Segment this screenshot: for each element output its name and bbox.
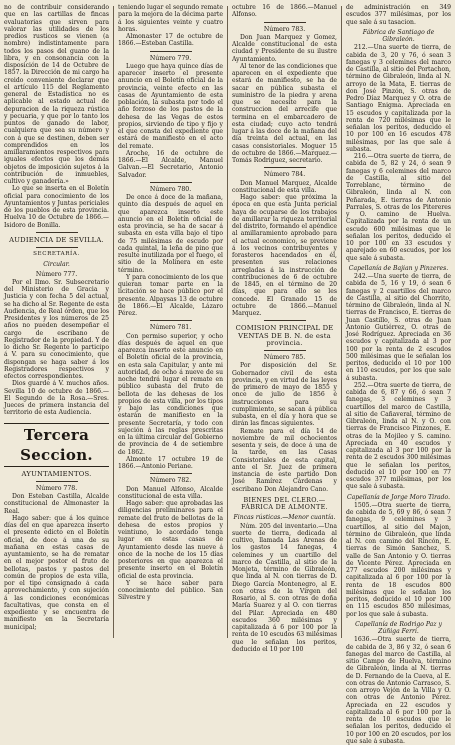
paragraph: Hago saber: que á los quince días del en que aparezca inserto el presente edicto en el Boletín oficial, de doce á una de su mañana en estas casas de ayuntamiento, se ha de rematar en el mejor postor el fruto de bellotas, pastos y pastos del común de propios de esta villa, por el tipo consignado á cada aprovechamiento, y con sujeción á las condiciones económicas facultativas, que consta en el expediente y se encuentra de manifiesto en la Secretaría municipal;: [4, 514, 109, 631]
paragraph: Por el Ilmo. Sr. Subsecretario del Ministerio de Gracia y Justicia y con fecha 5 del actual, se ha dicho al Sr. Regente de esta Audiencia, de Real órden, que los Presidentes y los números de 25 años no pueden desempeñar el cargo de escribano de Registrador de la propiedad. Y de lo dicho Sr. Regente lo participo á V. para su conocimiento, que dispongan se haga saber á los Registradores respectivos y efectos correspondientes.: [4, 278, 109, 380]
notice-number: Número 779.: [149, 54, 192, 62]
signature: Almonaster 17 de octubre de 1866.—Esteban Castilla.: [118, 33, 223, 48]
divider: [264, 167, 306, 168]
divider: [264, 350, 306, 351]
paragraph: Dios guarde á V. muchos años. Sevilla 10 de octubre de 1866.—El Segundo de la Rosa.—Sres. Jueces de primera instancia del territorio de esta Audiencia.: [4, 380, 109, 417]
subheading: Capellanía de Bajian y Pinzeres.: [348, 264, 449, 272]
subheading: SECRETARÍA.: [33, 251, 80, 257]
column-1: [4, 4, 109, 640]
section-heading: AUDIENCIA DE SEVILLA.: [9, 235, 104, 244]
paragraph: 212.—Una suerte de tierra, de cabida de 3, 20 y 76, ó sean 3 fanegas y 3 celemines del marco de Castilla, al sitio del Portachon, término de Gibraleón, linda al N. arroyo de la Mata, E. tierras de don José Pinzón, S. otras de Pedro Díaz Marquez y O. otra de Santiago Enigma. Apreciada en 15 escudos y capitalizada por la renta de 720 milésimas que le señalan los peritos, deducido el 10 por 100 en 16 escudos 478 milésimas, por las que sale á subasta.: [346, 44, 451, 153]
divider: [150, 473, 192, 474]
paragraph: Por disposición del Sr. Gobernador civil de esta provincia, y en virtud de las leyes de primero de mayo de 1855 y once de julio de 1856 é instrucciones para su cumplimiento, se sacan á pública subasta, en el día y hora que se dirán las fincas siguientes.: [232, 362, 337, 428]
section-title: Tercera Seccion.: [4, 423, 109, 467]
paragraph: Don Manuel Alfonso, Alcalde constitucional de esta villa.: [118, 485, 223, 500]
paragraph: octubre 16 de 1866.—Manuel Alfonso.: [232, 4, 337, 19]
paragraph: teniendo lugar el segundo remate para la mejora de la décima parte á los siguientes veinte y cuatro horas.: [118, 4, 223, 33]
notice-number: Número 780.: [149, 185, 192, 193]
paragraph: Y se hace saber para conocimiento del público. San Silvestre y: [118, 579, 223, 602]
section-heading: COMISION PRINCIPAL DE VENTAS DE B. N. de esta provincia.: [235, 324, 334, 347]
paragraph: Remate para el día 14 de noviembre de mil ochocientos sesenta y seis, de doce á una de la tarde, en las Casas Consistoriales de esta capital, ante el Sr. Juez de primera instancia de este partido Don José Ramírez Cárdenas y escribano Don Alejandro Cano.: [232, 427, 337, 493]
column-divider: [227, 6, 228, 638]
paragraph: Lo que se inserta en el Boletín oficial para conocimiento de los Ayuntamientos y Juntas periciales de los pueblos de esta provincia. Huelva 10 de Octubre de 1866.—Isidoro de Bonilla.: [4, 185, 109, 229]
paragraph: Don Esteban Castilla, Alcalde constitucional de Almonaster la Real.: [4, 493, 109, 515]
paragraph: Con permiso superior, y ocho días después de aquel en que aparezca inserto este anuncio en el Boletín oficial de la provincia, en esta sala Capitular, y ante mi autoridad, de ocho á nueve de su noche tendrá lugar el remate en público subasta del fruto de bellota de las dehesas de los propios de esta villa, por los tipos y bajo las condiciones que estarán de manifiesto en la presente Secretaría, y todo con sujeción á las reglas prescritas en la última circular del Gobierno de provincia de 4 de setiembre de 1862.: [118, 332, 223, 456]
paragraph: De once á doce de la mañana, quinto día después de aquel en que aparezca inserto este anuncio en el Boletín oficial de esta provincia, se ha de sacar á subasta en esta villa bajo el tipo de 75 milésimas de escudo por cada quintal, la leña de pino que resulte inutilizada por el fuego, el sitio de la Molinera en este término.: [118, 194, 223, 274]
notice-number: Número 777.: [35, 270, 78, 278]
paragraph: Hago saber: que aprobadas las diligencias preliminares para el remate del fruto de bellotas de la dehesa de estos propios y veintiuno, lo acordado tenga lugar en estas casas de Ayuntamiento desde las nueve á once de la noche de los 15 días posteriores en que aparezca el presente inserto en el Boletín oficial de esta provincia.: [118, 500, 223, 580]
notice-number: Número 784.: [263, 171, 306, 179]
signature: Almonte 17 octubre 19 de 1866.—Antonio Periane.: [118, 455, 223, 470]
notice-number: Número 785.: [263, 354, 306, 361]
divider: [264, 22, 306, 23]
divider: [264, 320, 306, 321]
paragraph: Hago saber: que próxima la época en que esta Junta pericial haya de ocuparse de los trabajos de amillarar la riqueza territorial del distrito, formando el apéndice al amillaramiento aprobado para el actual economico, se previene á los vecinos contribuyentes y forasteros hacendados en él, presenten sus relaciones arregladas á la instrucción de contribuciones de 6 de octubre de 1845, en el término de 20 días, que para ello se les concede. El Granado 15 de octubre de 1866.—Manuel Marquez.: [232, 194, 337, 317]
notice-number: Número 782.: [149, 477, 192, 485]
column-2: [118, 4, 223, 640]
paragraph: de administración en 349 escudos 377 milésimas, por los que sale á su tasacion.: [346, 4, 451, 26]
paragraph: 242.—Una suerte de tierra, de cabida de 5, 16 y 19, ó sean 6 fanegas y 2 cuartillos del marco de Castilla, al sitio del Chorrito, término de Gibraleón, linda al N. tierras de Francisco, E. tierras de Juan Castillo, S. otras de Juan Antonio Gutiérrez, O. otras de José Rodríguez. Apreciada en 36 escudos y capitalizada al 3 por 100 por la renta de 2 escudos 500 milésimas que le señalan los peritos, deducido el 10 por 100 en 110 escudos, por los que sale á subasta.: [346, 273, 451, 382]
paragraph: Núm. 205 del inventario.—Una suerte de tierra, dedicada al cultivo, llamada Las Arenas de los gastos 14 fanegas, 4 celemines y un cuartillo del marco de Castilla, al sitio de la Monjeta, término de Gibraleón, que linda al N. con tierras de D. Diego García Montenegro, al E. con otras de la Virgen del Rosario, al S. con otras de doña María Suarez y al O. con tierras del Pilar. Apreciada en 480 escudos 360 milésimas y capitalizada á 6 por 100 por la renta de 10 escudos 63 milésimas que le señalan los peritos, deducido el 10 por 100: [232, 522, 337, 653]
paragraph: Al tenor de las condiciones que aparecen en el expediente que estará de manifiesto, se ha de sacar en pública subasta el suministro de la piedra y arena que se necesite para la construccion del arrecife que termina en el embarcadero de esta ciudad; cuyo acto tendrá lugar á las doce de la mañana del día treinta del actual, en las casas consistoriales. Moguer 15 de octubre de 1866.—Marquez.—Tomás Rodriguez, secretario.: [232, 62, 337, 164]
paragraph: Luego que haya quince días de aparecer inserto el presente anuncio en el Boletín oficial de la provincia, veinte efecto en las casas de Ayuntamiento de esta población, la subasta por todo el año forzoso de los pastos de la dehesa de las Vegas de estos propios, sirviendo de tipo y fijo y el que consta del expediente que estará de manifiesto en el acto del remate.: [118, 62, 223, 150]
paragraph: no de contribuir considerando que en las cartillas de fincas evaluatorias que sirven para valorar las utilidades de los predios rusticos se vienen (a nombre) indistintamente para todos los pasos del guano de la libra, y en consonancia con la disposición de 14 de Octubre de 1857. la Dirección de mi cargo ha creido conveniente declarar que el artículo 115 del Reglamento general de Estadística no es aplicable al estado actual de depuracion de la riqueza rústica y pecuaria, y que por lo tanto los puntos de ganado de labor, cualquiera que sea su número y con á que se destinen, deben ser comprendidos en los amillaramientos respectivos para iguales efectos que los demás objetos de imposición sujetos á la contribución de inmuebles, cultivo y ganadería.»: [4, 4, 109, 185]
subheading: Capellanía de Jorge Moro Tirado.: [346, 493, 451, 501]
paragraph: 1636.—Otra suerte de tierra, de cabida de 3, 86 y 32, ó sean 6 fanegas del marco de Castilla, al sitio Campo de Huelva, término de Gibraleón, linda al N. tierras de D. Fernando de la Cueva, al E. con otras de Antonio Carrasco, S. con arroyo Vejón de la Villa y O. con otras de Antonio Pérez. Apreciada en 22 escudos y capitalizada al 6 por 100 por la renta de 10 escudos que le señalan los peritos, deducido el 10 por 100 en 20 escudos, por los que sale á subasta.: [346, 636, 451, 745]
divider: [36, 481, 78, 482]
subheading: Fábrica de Santiago de Gibraleón.: [362, 28, 435, 43]
column-3: [232, 4, 337, 653]
notice-number: Número 783.: [263, 25, 306, 33]
section-heading: BIENES DEL CLERO.—FÁBRICA DE ALMONTE.: [241, 495, 328, 511]
paragraph: 216.—Otra suerte de tierra, de cabida de 5, 82 y 24, ó sean 9 fanegas y 6 celemines del marco de Castilla, al sitio del Torreblanc, término de Gibraleón, linda al N. con Peñarada, E. tierras de Antonio Parrales, S. otras de los Pitereres y O. camino de Huelva. Capitalizada por la renta de un escudo 600 milésimas que le señalan los peritos, deducido el 10 por 100 en 33 escudos y aparejado en 60 escudos, por los que sale á subasta.: [346, 153, 451, 262]
notice-number: Número 778.: [35, 484, 78, 492]
paragraph: Don Juan Marquez y Gomez, Alcalde constitucional de esta ciudad y Presidente de su ilustre Ayuntamiento.: [232, 33, 337, 63]
divider: [150, 320, 192, 321]
column-divider: [113, 6, 114, 638]
paragraph: 252.—Otra suerte de tierra, de cabida de 6, 87 y 66, ó sean 7 fanegas, 3 celemines y 3 cuartillos del marco de Castilla, al sitio de Cañaveral, término de Gibraleón, linda al N. y O. con tierras de Francisco Pinzones, E. otras de la Mojileo y S. camino. Apreciada en 40 escudos y capitalizada al 3 por 100 por la renta de 2 escudos 300 milésimas que le señalan los peritos, deducido el 10 por 100 en 77 escudos 377 milésimas, por los que sale á subasta.: [346, 381, 451, 491]
subheading: Capellanía de Rodrigo Paz y Zúñiga Ferri.: [355, 620, 442, 635]
divider: [36, 232, 78, 233]
paragraph: Don Manuel Marquez, Alcalde constitucional de esta villa.: [232, 179, 337, 194]
paragraph: 1505.—Otra suerte de tierra, de cabida de 5, 69 y 86, ó sean 7 fanegas, 9 celemines y 3 cuartillos, al sitio del Majon, término de Gibraleón, que linda al N. con camino del Rincón, E. tierras de Simón Sanchez, S. valle de San Antonio y O. tierras de Vicente Pérez. Apreciada en 277 escudos 200 milésimas y capitalizada al 6 por 100 por la renta de 18 escudos 800 milésimas que le señalan los peritos, deducido el 10 por 100 en 115 escudos 850 milésimas, por los que sale á subasta.: [346, 501, 451, 618]
section-heading: AYUNTAMIENTOS.: [21, 469, 92, 478]
paragraph: Y para conocimiento de los que quieran tomar parte en la licitación se hace público por el presente. Alpaysas 13 de octubre de 1866.—El Alcalde, Lázaro Pérez.: [118, 273, 223, 317]
divider: [150, 182, 192, 183]
column-4: [346, 4, 451, 745]
divider: [36, 247, 78, 248]
column-divider: [341, 6, 342, 638]
subheading: Fincas rústicas.—Menor cuantía.: [233, 514, 336, 522]
divider: [150, 51, 192, 52]
signature: Aroche, 16 de octubre de 1866.—El Alcalde, Manuel Galvan.—El Secretario, Antonio Salvador.: [118, 149, 223, 179]
subheading: Circular.: [43, 261, 70, 269]
notice-number: Número 781.: [149, 324, 192, 332]
